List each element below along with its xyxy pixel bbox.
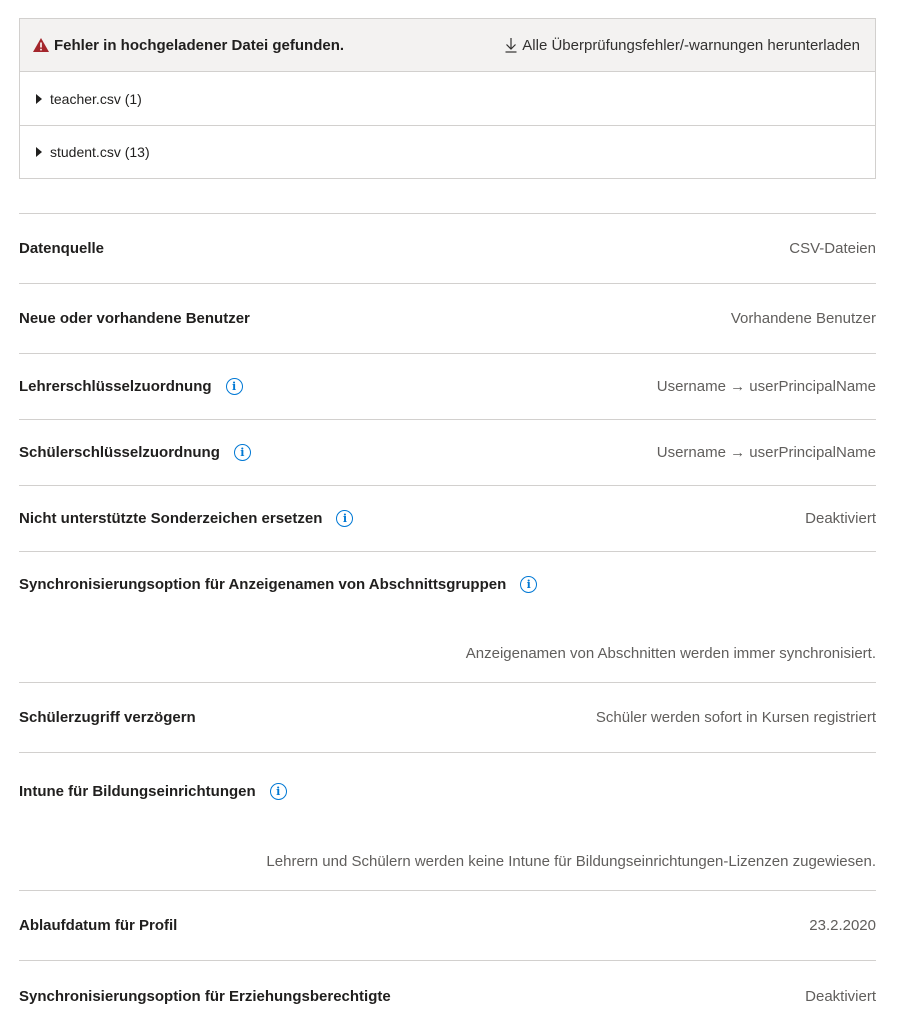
setting-label: Datenquelle [19,240,105,257]
setting-row-erziehungsberechtigte [19,961,876,1031]
setting-value: Deaktiviert [805,987,876,1005]
setting-row-sonderzeichen [19,486,876,552]
error-panel [19,18,876,179]
setting-label: Neue oder vorhandene Benutzer [19,310,250,327]
download-link-label: Alle Überprüfungsfehler/-warnungen herunterladen [522,36,860,54]
setting-row-abschnittsgruppen [19,552,876,683]
caret-right-icon [36,147,42,157]
warning-icon [33,38,49,52]
setting-label: Synchronisierungsoption für Erziehungsberechtigte [19,987,391,1005]
setting-row-ablaufdatum [19,891,876,961]
file-row-label: teacher.csv (1) [50,90,142,107]
setting-row-lehrerschluessel [19,354,876,420]
file-row-label: student.csv (13) [50,144,150,160]
setting-value: Username → userPrincipalName [656,378,876,395]
setting-row-schuelerschluessel [19,420,876,486]
setting-value: 23.2.2020 [809,917,876,934]
info-icon[interactable]: i [270,783,287,800]
setting-label: Intune für Bildungseinrichtungen [19,783,256,800]
download-icon [504,37,518,53]
info-icon[interactable]: i [226,378,243,395]
caret-right-icon [36,94,42,104]
settings-list [19,213,876,1031]
setting-row-benutzer [19,284,876,354]
error-panel-wrapper [19,18,876,179]
setting-label: Schülerzugriff verzögern [19,709,196,726]
setting-label-group [19,783,287,800]
info-icon[interactable]: i [336,510,353,527]
error-title [33,37,344,54]
setting-row-schuelerzugriff [19,683,876,753]
setting-label: Lehrerschlüsselzuordnung [19,378,212,395]
error-header [20,19,875,72]
download-all-errors-link[interactable] [504,37,860,54]
setting-label: Ablaufdatum für Profil [19,917,178,934]
setting-label-group [19,576,537,593]
info-icon[interactable]: i [520,576,537,593]
file-row-teacher[interactable] [20,72,875,125]
setting-label-group [19,510,353,527]
setting-value: Schüler werden sofort in Kursen registriert [595,709,876,726]
setting-label: Schülerschlüsselzuordnung [19,444,220,461]
setting-value: Lehrern und Schülern werden keine Intune für Bildungseinrichtungen-Lizenzen zugewiesen. [266,853,876,870]
setting-row-intune [19,753,876,891]
setting-label-group [19,444,251,461]
setting-label: Synchronisierungsoption für Anzeigenamen von Abschnittsgruppen [19,576,507,593]
setting-label-group [19,378,243,395]
setting-value: Anzeigenamen von Abschnitten werden immer synchronisiert. [465,645,876,662]
error-title-text: Fehler in hochgeladener Datei gefunden. [54,36,345,54]
file-row-student[interactable] [20,125,875,178]
setting-value: CSV-Dateien [789,240,876,257]
setting-value: Username → userPrincipalName [656,444,876,461]
setting-label: Nicht unterstützte Sonderzeichen ersetzen [19,510,323,527]
setting-value: Vorhandene Benutzer [730,310,876,327]
info-icon[interactable]: i [234,444,251,461]
setting-value: Deaktiviert [805,510,876,527]
setting-row-datenquelle [19,214,876,284]
